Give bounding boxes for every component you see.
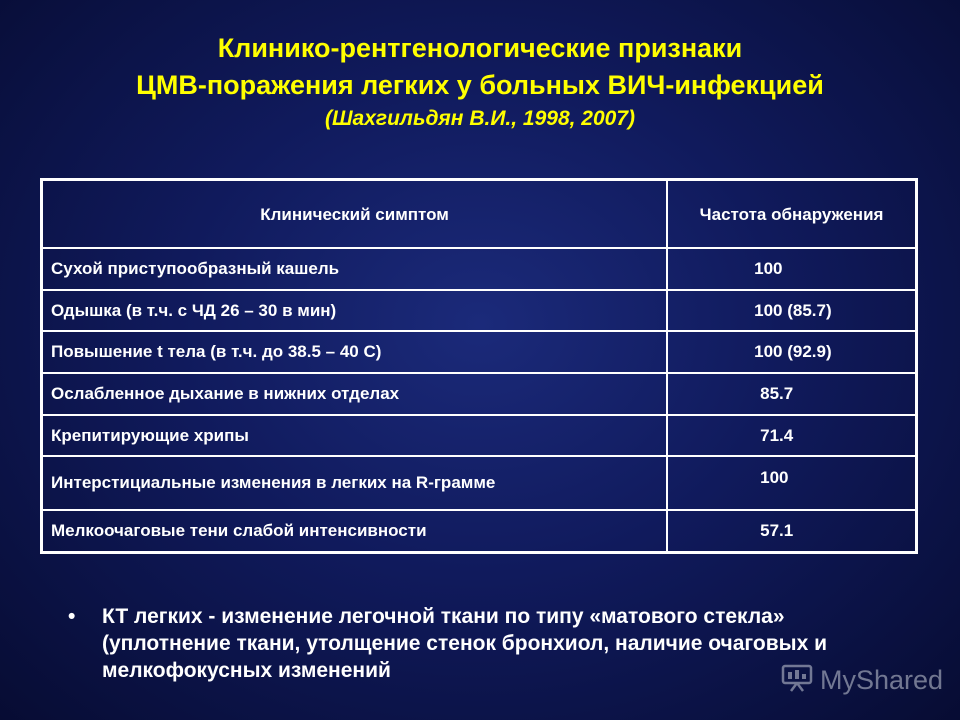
ct-findings-bullet: [68, 603, 888, 684]
table-row: [42, 415, 917, 457]
title-line-1: Клинико-рентгенологические признаки: [217, 33, 743, 63]
symptom-cell: Повышение t тела (в т.ч. до 38.5 – 40 С): [42, 331, 668, 373]
symptom-cell: Одышка (в т.ч. с ЧД 26 – 30 в мин): [42, 290, 668, 332]
frequency-cell: 100: [667, 248, 916, 290]
frequency-cell: 71.4: [667, 415, 916, 457]
symptom-cell: Мелкоочаговые тени слабой интенсивности: [42, 510, 668, 552]
watermark-text: MyShared: [820, 664, 944, 695]
table-header-row: [42, 180, 917, 249]
frequency-cell: 100 (92.9): [667, 331, 916, 373]
table-row: [42, 290, 917, 332]
watermark: [780, 662, 943, 697]
symptom-cell: Сухой приступообразный кашель: [42, 248, 668, 290]
column-header-frequency: Частота обнаружения: [667, 180, 916, 249]
bullet-text: КТ легких - изменение легочной ткани по типу «матового стекла» (уплотнение ткани, утолщение стенок бронхиол, наличие очаговых и мелкофокусных изменений: [102, 605, 827, 682]
title-citation: (Шахгильдян В.И., 1998, 2007): [324, 107, 636, 130]
bullet-marker: •: [68, 605, 76, 628]
table-row: [42, 331, 917, 373]
frequency-cell: 100 (85.7): [667, 290, 916, 332]
table-row: [42, 373, 917, 415]
column-header-symptom: Клинический симптом: [42, 180, 668, 249]
symptom-text: Интерстициальные изменения в легких на R-грамме: [51, 473, 496, 493]
symptom-cell: [42, 456, 668, 510]
title-line-2: ЦМВ-поражения легких у больных ВИЧ-инфекцией: [136, 70, 824, 100]
frequency-cell: 85.7: [667, 373, 916, 415]
frequency-cell: 100: [667, 456, 916, 510]
table-row: [42, 456, 917, 510]
slide-title: [0, 30, 960, 134]
table-row: [42, 248, 917, 290]
presentation-screen-icon: [780, 662, 814, 697]
symptom-cell: Ослабленное дыхание в нижних отделах: [42, 373, 668, 415]
frequency-cell: 57.1: [667, 510, 916, 552]
table-row: [42, 510, 917, 552]
symptom-frequency-table: [40, 178, 918, 554]
symptom-cell: Крепитирующие хрипы: [42, 415, 668, 457]
